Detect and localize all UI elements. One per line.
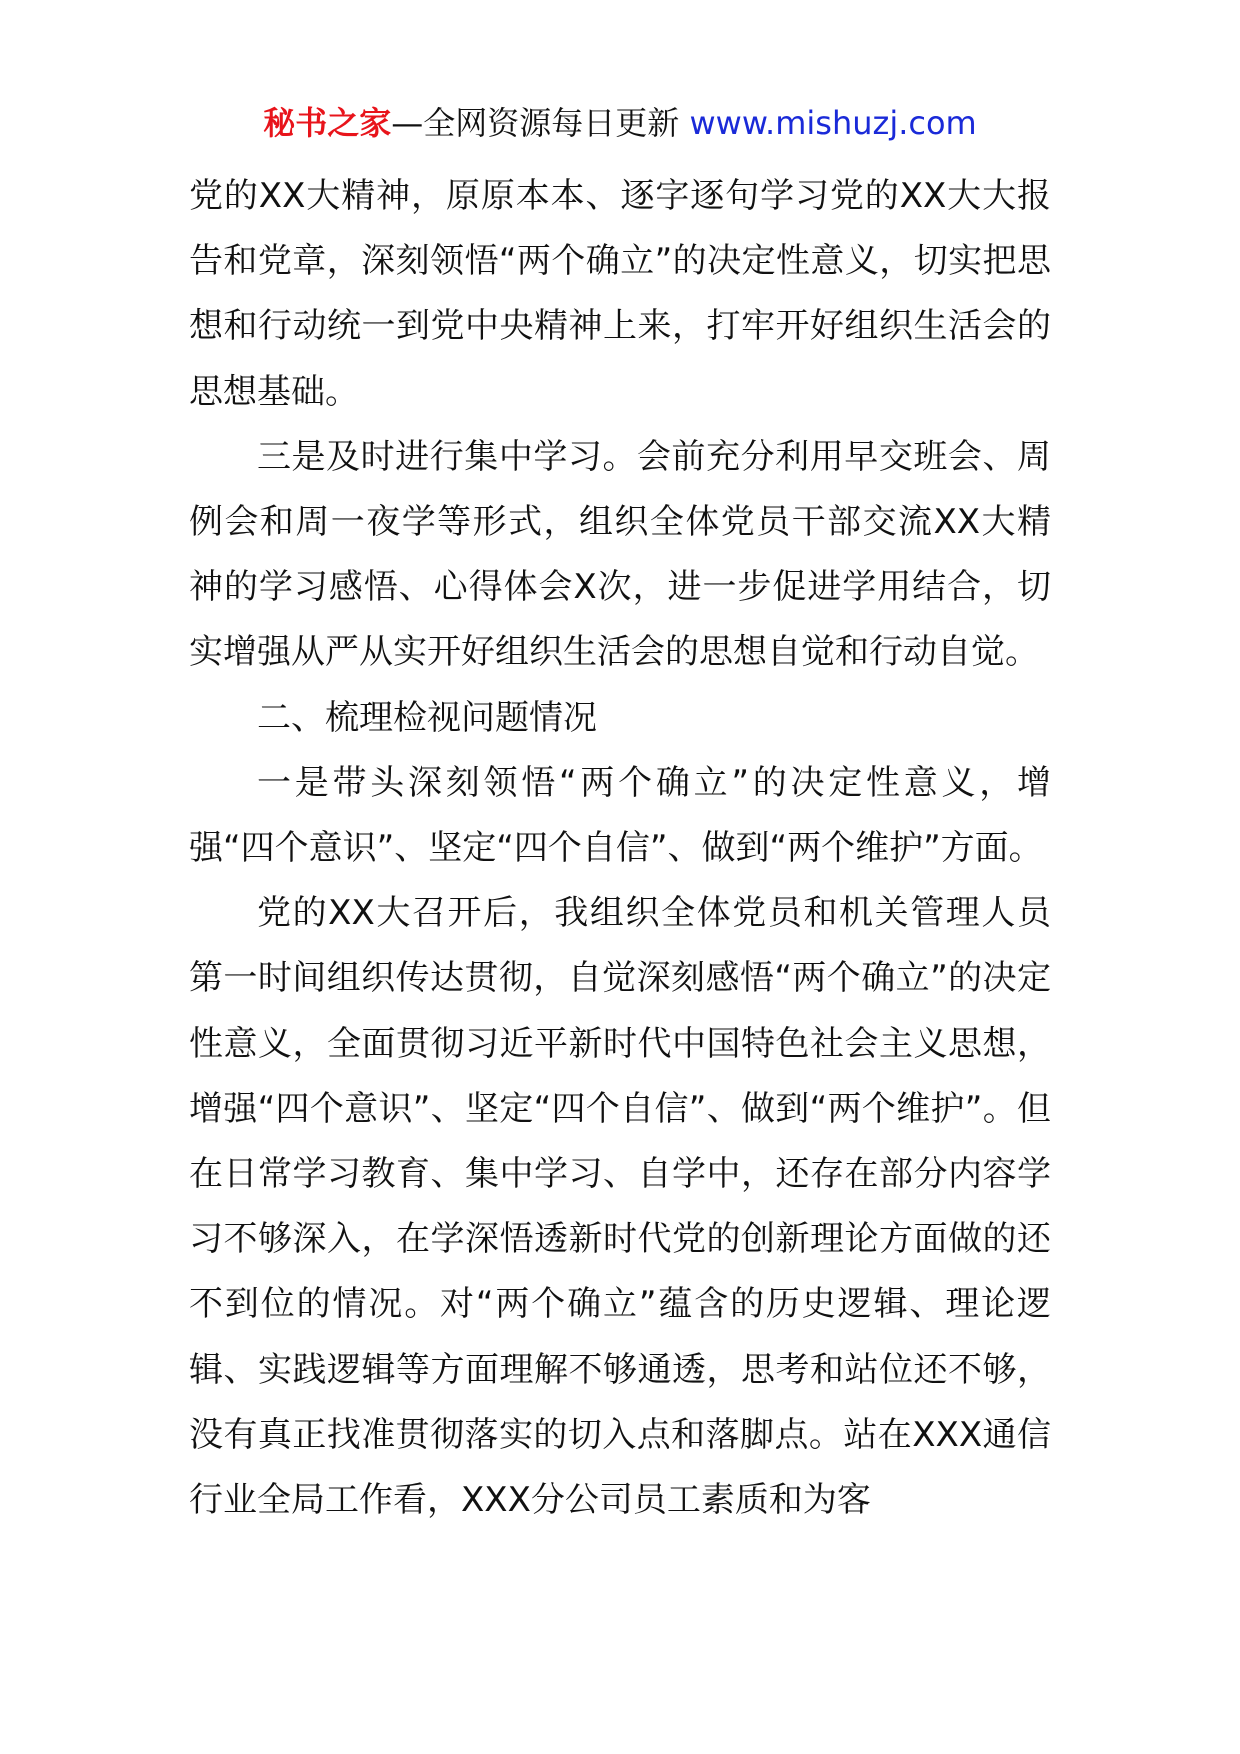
paragraph-continuation: 党的XX大精神，原原本本、逐字逐句学习党的XX大大报告和党章，深刻领悟“两个确立”的决定性意义，切实把思想和行动统一到党中央精神上来，打牢开好组织生活会的思想基础。 [189, 176, 1051, 412]
document-body [189, 164, 1051, 1533]
site-brand: 秘书之家 [263, 104, 392, 142]
page-header [0, 103, 1240, 143]
site-tagline: —全网资源每日更新 [391, 104, 680, 142]
site-url-link[interactable]: www.mishuzj.com [689, 104, 977, 142]
section-heading-problems: 二、梳理检视问题情况 [257, 697, 597, 738]
paragraph-problem-detail: 党的XX大召开后，我组织全体党员和机关管理人员第一时间组织传达贯彻，自觉深刻感悟“两个确立”的决定性意义，全面贯彻习近平新时代中国特色社会主义思想，增强“四个意识”、坚定“四个自信”、做到“两个维护”。但在日常学习教育、集中学习、自学中，还存在部分内容学习不够深入，在学深悟透新时代党的创新理论方面做的还不到位的情况。对“两个确立”蕴含的历史逻辑、理论逻辑、实践逻辑等方面理解不够通透，思考和站位还不够，没有真正找准贯彻落实的切入点和落脚点。站在XXX通信行业全局工作看，XXX分公司员工素质和为客 [189, 893, 1051, 1521]
paragraph-collective-study: 三是及时进行集中学习。会前充分利用早交班会、周例会和周一夜学等形式，组织全体党员干部交流XX大精神的学习感悟、心得体会X次，进一步促进学用结合，切实增强从严从实开好组织生活会的思想自觉和行动自觉。 [189, 436, 1051, 673]
subsection-heading-first: 一是带头深刻领悟“两个确立”的决定性意义，增强“四个意识”、坚定“四个自信”、做到“两个维护”方面。 [189, 762, 1051, 869]
